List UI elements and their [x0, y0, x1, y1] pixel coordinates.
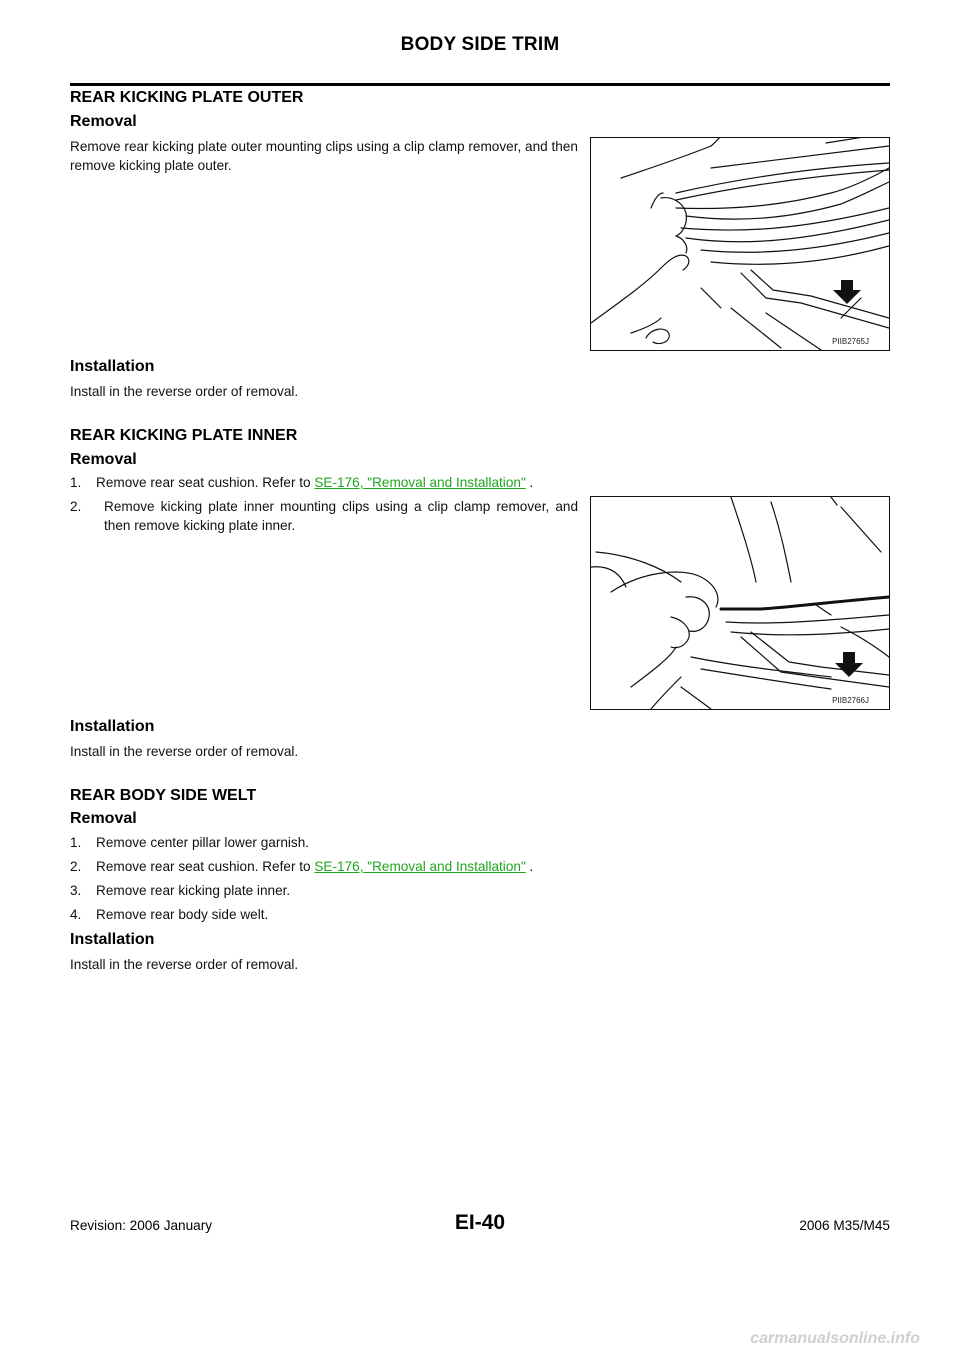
- step-number: 3.: [70, 883, 82, 898]
- step-number: 4.: [70, 907, 82, 922]
- step-number: 2.: [70, 859, 82, 874]
- installation-heading-welt: Installation: [70, 931, 155, 948]
- step-text: Remove rear kicking plate inner.: [96, 883, 291, 898]
- kicking-plate-inner-illustration: [591, 497, 889, 709]
- reference-link[interactable]: SE-176, "Removal and Installation": [314, 475, 526, 490]
- step-text: Remove rear seat cushion. Refer to: [96, 859, 315, 874]
- footer-revision: Revision: 2006 January: [70, 1218, 213, 1233]
- step-number: 2.: [70, 499, 82, 514]
- down-arrow-icon: [833, 280, 861, 304]
- list-item: [70, 833, 770, 852]
- figure-outer: [590, 137, 890, 351]
- removal-text-outer: Remove rear kicking plate outer mounting clips using a clip clamp remover, and then remove kicking plate outer.: [70, 139, 578, 173]
- installation-text-inner: Install in the reverse order of removal.: [70, 744, 299, 759]
- step-text: Remove rear seat cushion. Refer to: [96, 475, 315, 490]
- reference-link[interactable]: SE-176, "Removal and Installation": [314, 859, 526, 874]
- figure-caption: PIIB2765J: [832, 337, 869, 346]
- list-item: [70, 905, 770, 924]
- header-divider: [70, 83, 890, 86]
- step-text: Remove kicking plate inner mounting clips using a clip clamp remover, and then remove kicking plate inner.: [104, 499, 578, 533]
- section-title-outer: REAR KICKING PLATE OUTER: [70, 89, 304, 106]
- removal-heading-inner: Removal: [70, 451, 137, 468]
- figure-inner: [590, 496, 890, 710]
- step-number: 1.: [70, 475, 82, 490]
- removal-heading-welt: Removal: [70, 810, 137, 827]
- installation-text-welt: Install in the reverse order of removal.: [70, 957, 299, 972]
- down-arrow-icon: [835, 652, 863, 677]
- installation-text-outer: Install in the reverse order of removal.: [70, 384, 299, 399]
- page-title: BODY SIDE TRIM: [400, 34, 560, 55]
- page-number: EI-40: [454, 1211, 506, 1234]
- installation-heading-inner: Installation: [70, 718, 155, 735]
- step-text: Remove center pillar lower garnish.: [96, 835, 310, 850]
- footer-model: 2006 M35/M45: [799, 1218, 890, 1233]
- watermark: carmanualsonline.info: [750, 1330, 920, 1347]
- list-item: [70, 881, 770, 900]
- removal-heading-outer: Removal: [70, 113, 137, 130]
- figure-caption: PIIB2766J: [832, 696, 869, 705]
- list-item: [70, 473, 670, 492]
- step-number: 1.: [70, 835, 82, 850]
- installation-heading-outer: Installation: [70, 358, 155, 375]
- step-tail: .: [525, 859, 534, 874]
- section-title-inner: REAR KICKING PLATE INNER: [70, 427, 298, 444]
- kicking-plate-outer-illustration: [591, 138, 889, 350]
- step-tail: .: [525, 475, 534, 490]
- list-item: [70, 857, 770, 876]
- step-text: Remove rear body side welt.: [96, 907, 269, 922]
- section-title-welt: REAR BODY SIDE WELT: [70, 787, 257, 804]
